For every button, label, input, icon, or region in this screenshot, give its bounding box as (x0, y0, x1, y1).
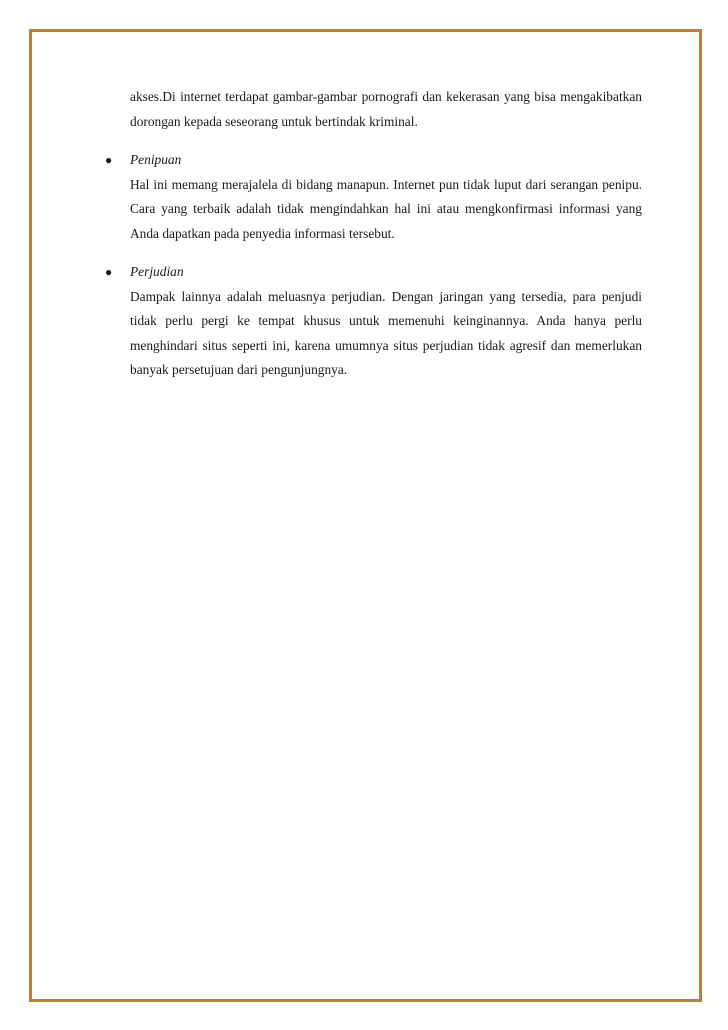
section-body-penipuan: Hal ini memang merajalela di bidang manapun. Internet pun tidak luput dari serangan penipu. Cara yang terbaik adalah tidak mengindahkan hal ini atau mengkonfirmasi informasi yang Anda dapatkan pada penyedia informasi tersebut. (130, 176, 642, 241)
section-perjudian (105, 260, 642, 383)
document-content (105, 85, 642, 383)
section-title-perjudian: Perjudian (130, 264, 184, 279)
intro-paragraph: akses.Di internet terdapat gambar-gambar pornografi dan kekerasan yang bisa mengakibatkan dorongan kepada seseorang untuk bertindak kriminal. (130, 89, 642, 129)
section-title-penipuan: Penipuan (130, 152, 182, 167)
section-penipuan (105, 148, 642, 246)
section-body-perjudian: Dampak lainnya adalah meluasnya perjudian. Dengan jaringan yang tersedia, para penjudi tidak perlu pergi ke tempat khusus untuk memenuhi keinginannya. Anda hanya perlu menghindari situs seperti ini, karena umumnya situs perjudian tidak agresif dan memerlukan banyak persetujuan dari pengunjungnya. (130, 288, 642, 377)
bullet-icon: ● (105, 153, 113, 167)
bullet-icon: ● (105, 265, 113, 279)
